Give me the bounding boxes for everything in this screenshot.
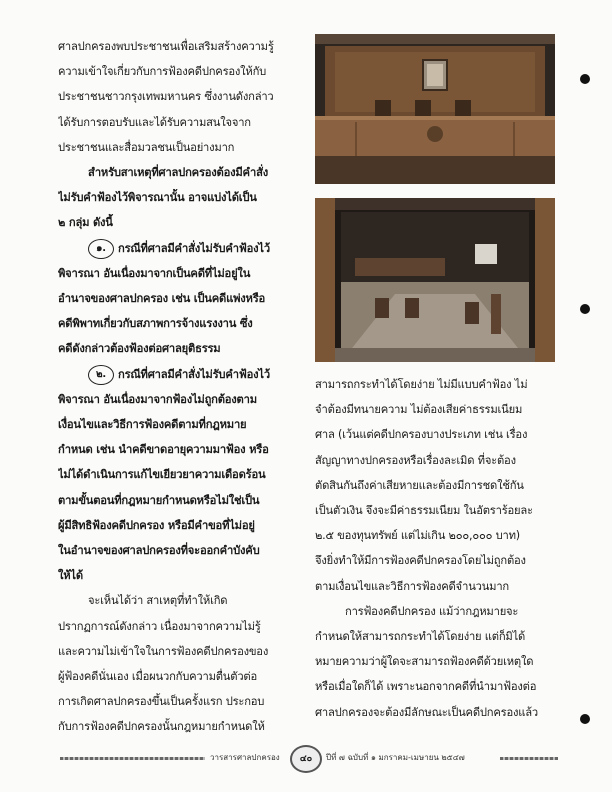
body-line: ประชาชนและสื่อมวลชนเป็นอย่างมาก xyxy=(58,140,235,154)
item-2-line: ตามขั้นตอนที่กฎหมายกำหนดหรือไม่ใช่เป็น xyxy=(58,493,260,507)
item-1-line: คดีพิพาทเกี่ยวกับสภาพการจ้างแรงงาน ซึ่ง xyxy=(58,317,253,331)
item-2-line: ผู้มีสิทธิฟ้องคดีปกครอง หรือมีคำขอที่ไม่อยู่ xyxy=(58,518,255,532)
courtroom-bench-photo xyxy=(315,34,555,184)
footer-journal-name: วารสารศาลปกครอง xyxy=(210,753,280,762)
body-line: จึงยิ่งทำให้มีการฟ้องคดีปกครองโดยไม่ถูกต้อง xyxy=(315,554,526,568)
item-2-line: ไม่ได้ดำเนินการแก้ไขเยียวยาความเดือดร้อน xyxy=(58,468,266,482)
footer-rule-right xyxy=(500,757,558,760)
item-2-line: เงื่อนไขและวิธีการฟ้องคดีตามที่กฎหมาย xyxy=(58,418,247,432)
left-column xyxy=(58,34,298,740)
body-line: ประชาชนชาวกรุงเทพมหานคร ซึ่งงานดังกล่าว xyxy=(58,90,274,104)
binder-hole xyxy=(580,74,590,84)
binder-hole xyxy=(580,714,590,724)
body-line: การฟ้องคดีปกครอง แม้ว่ากฎหมายจะ xyxy=(345,604,519,618)
page-number: ๔๐ xyxy=(290,745,322,773)
body-line: ศาล (เว้นแต่คดีปกครองบางประเภท เช่น เรื่อง xyxy=(315,428,528,442)
right-column xyxy=(315,372,555,725)
body-line: ๒.๕ ของทุนทรัพย์ แต่ไม่เกิน ๒๐๐,๐๐๐ บาท) xyxy=(315,529,520,543)
item-1-line: คดีดังกล่าวต้องฟ้องต่อศาลยุติธรรม xyxy=(58,342,221,356)
footer-issue-info: ปีที่ ๗ ฉบับที่ ๑ มกราคม-เมษายน ๒๕๔๗ xyxy=(326,753,465,762)
item-2-text: กรณีที่ศาลมีคำสั่งไม่รับคำฟ้องไว้ xyxy=(118,367,270,381)
item-2-first-line xyxy=(58,362,298,387)
item-2-line: ให้ได้ xyxy=(58,569,83,583)
body-line: ปรากฏการณ์ดังกล่าว เนื่องมาจากความไม่รู้ xyxy=(58,619,261,633)
body-line: ความเข้าใจเกี่ยวกับการฟ้องคดีปกครองให้กับ xyxy=(58,65,267,79)
heading-line: ๒ กลุ่ม ดังนี้ xyxy=(58,216,113,230)
body-line: การเกิดศาลปกครองขึ้นเป็นครั้งแรก ประกอบ xyxy=(58,695,265,709)
body-line: จำต้องมีทนายความ ไม่ต้องเสียค่าธรรมเนียม xyxy=(315,403,523,417)
body-line: ผู้ฟ้องคดีนั่นเอง เมื่อผนวกกับความตื่นตัวต่อ xyxy=(58,670,257,684)
item-2-line: ในอำนาจของศาลปกครองที่จะออกคำบังคับ xyxy=(58,544,260,558)
item-1-first-line xyxy=(58,236,298,261)
item-1-line: พิจารณา อันเนื่องมาจากเป็นคดีที่ไม่อยู่ใน xyxy=(58,266,251,280)
heading-line: สำหรับสาเหตุที่ศาลปกครองต้องมีคำสั่ง xyxy=(88,166,269,180)
item-2-line: พิจารณา อันเนื่องมาจากฟ้องไม่ถูกต้องตาม xyxy=(58,392,257,406)
page-footer xyxy=(60,745,560,771)
body-line: ศาลปกครองจะต้องมีลักษณะเป็นคดีปกครองแล้ว xyxy=(315,705,538,719)
body-line: ตามเงื่อนไขและวิธีการฟ้องคดีจำนวนมาก xyxy=(315,579,509,593)
item-2-marker: ๒. xyxy=(88,365,114,385)
item-1-text: กรณีที่ศาลมีคำสั่งไม่รับคำฟ้องไว้ xyxy=(118,241,270,255)
body-line: สัญญาทางปกครองหรือเรื่องละเมิด ที่จะต้อง xyxy=(315,453,516,467)
body-line: จะเห็นได้ว่า สาเหตุที่ทำให้เกิด xyxy=(88,594,228,608)
item-1-line: อำนาจของศาลปกครอง เช่น เป็นคดีแพ่งหรือ xyxy=(58,292,266,306)
body-line: หรือเมื่อใดก็ได้ เพราะนอกจากคดีที่นำมาฟ้องต่อ xyxy=(315,680,537,694)
body-line: ศาลปกครองพบประชาชนเพื่อเสริมสร้างความรู้ xyxy=(58,40,274,53)
body-line: และความไม่เข้าใจในการฟ้องคดีปกครองของ xyxy=(58,644,269,658)
heading-line: ไม่รับคำฟ้องไว้พิจารณานั้น อาจแบ่งได้เป็น xyxy=(58,191,257,205)
body-line: เป็นตัวเงิน จึงจะมีค่าธรรมเนียม ในอัตราร้อยละ xyxy=(315,504,533,518)
binder-hole xyxy=(580,304,590,314)
courtroom-interior-photo xyxy=(315,198,555,362)
footer-rule-left xyxy=(60,757,205,760)
item-1-marker: ๑. xyxy=(88,239,114,259)
body-line: สามารถกระทำได้โดยง่าย ไม่มีแบบคำฟ้อง ไม่ xyxy=(315,378,528,391)
body-line: หมายความว่าผู้ใดจะสามารถฟ้องคดีด้วยเหตุใด xyxy=(315,655,534,669)
body-line: ตัดสินกันถึงค่าเสียหายและต้องมีการชดใช้กัน xyxy=(315,478,524,492)
body-line: ได้รับการตอบรับและได้รับความสนใจจาก xyxy=(58,115,251,129)
courtroom-bench-illustration xyxy=(315,34,555,184)
body-line: กับการฟ้องคดีปกครองนั้นกฎหมายกำหนดให้ xyxy=(58,720,265,734)
item-2-line: กำหนด เช่น นำคดีขาดอายุความมาฟ้อง หรือ xyxy=(58,443,269,457)
body-line: กำหนดให้สามารถกระทำได้โดยง่าย แต่ก็มิได้ xyxy=(315,630,526,644)
courtroom-interior-illustration xyxy=(315,198,555,362)
